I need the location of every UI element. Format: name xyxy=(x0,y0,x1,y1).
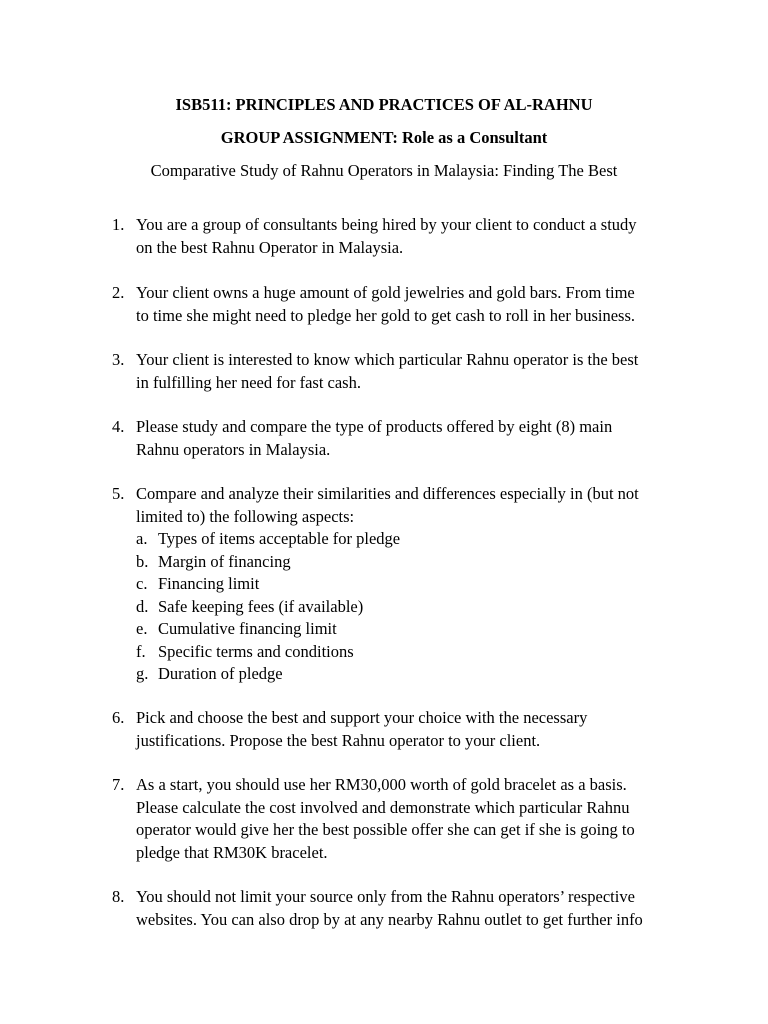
sublist-text: Financing limit xyxy=(158,574,260,593)
assignment-title-bold: GROUP ASSIGNMENT: xyxy=(220,128,398,147)
item-line: limited to) the following aspects: xyxy=(136,506,355,526)
sublist-text: Margin of financing xyxy=(158,551,291,571)
item-line: on the best Rahnu Operator in Malaysia. xyxy=(136,237,404,257)
sublist-letter: g. xyxy=(136,664,149,683)
item-line: You are a group of consultants being hired by your client to conduct a study xyxy=(136,215,637,234)
sublist-item xyxy=(136,551,712,574)
list-item-1 xyxy=(112,214,712,259)
sublist-letter: f. xyxy=(136,641,146,661)
list-item-8 xyxy=(112,886,712,931)
item-text xyxy=(136,886,712,931)
study-title: Comparative Study of Rahnu Operators in Malaysia: Finding The Best xyxy=(150,161,618,180)
item-text xyxy=(136,483,712,686)
item-line: operator would give her the best possible offer she can get if she is going to xyxy=(136,820,635,839)
item-line: Your client owns a huge amount of gold jewelries and gold bars. From time xyxy=(136,283,635,302)
assignment-title-rest: Role as a Consultant xyxy=(397,128,548,147)
list-item-3 xyxy=(112,349,712,394)
item-number: 2. xyxy=(112,283,125,302)
item-text xyxy=(136,214,712,259)
list-item-2 xyxy=(112,282,712,327)
sublist-text: Cumulative financing limit xyxy=(158,619,337,638)
sublist-item xyxy=(136,663,712,686)
item-number: 5. xyxy=(112,484,125,503)
sublist-text: Duration of pledge xyxy=(158,664,283,683)
sublist-text: Safe keeping fees (if available) xyxy=(158,596,364,616)
list-item-7 xyxy=(112,774,712,864)
item-line: Pick and choose the best and support your choice with the necessary xyxy=(136,708,588,727)
item-number: 8. xyxy=(112,887,125,906)
item-line: Please calculate the cost involved and demonstrate which particular Rahnu xyxy=(136,797,630,817)
item-line: in fulfilling her need for fast cash. xyxy=(136,372,361,392)
item-line: As a start, you should use her RM30,000 worth of gold bracelet as a basis. xyxy=(136,775,627,794)
sublist-letter: b. xyxy=(136,551,149,571)
item-line: Compare and analyze their similarities and differences especially in (but not xyxy=(136,484,639,503)
sublist-item xyxy=(136,528,712,551)
sublist-item xyxy=(136,641,712,664)
list-item-6 xyxy=(112,707,712,752)
course-title: ISB511: PRINCIPLES AND PRACTICES OF AL-RAHNU xyxy=(175,95,593,114)
sublist-letter: d. xyxy=(136,596,149,616)
item-text xyxy=(136,282,712,327)
item-line: Your client is interested to know which particular Rahnu operator is the best xyxy=(136,350,639,369)
item-number: 3. xyxy=(112,350,125,369)
item-line: You should not limit your source only from the Rahnu operators’ respective xyxy=(136,887,635,906)
item-line: websites. You can also drop by at any nearby Rahnu outlet to get further info xyxy=(136,909,643,929)
item-number: 1. xyxy=(112,215,125,234)
item-text xyxy=(136,349,712,394)
item-text xyxy=(136,416,712,461)
list-item-4 xyxy=(112,416,712,461)
sublist-item xyxy=(136,618,712,641)
item-text xyxy=(136,774,712,864)
sublist-letter: c. xyxy=(136,574,148,593)
assignment-title xyxy=(0,128,768,148)
item-number: 6. xyxy=(112,708,125,727)
item-line: Please study and compare the type of products offered by eight (8) main xyxy=(136,417,613,436)
aspect-sublist xyxy=(136,528,712,686)
sublist-text: Specific terms and conditions xyxy=(158,641,354,661)
item-line: to time she might need to pledge her gold to get cash to roll in her business. xyxy=(136,305,636,325)
list-item-5 xyxy=(112,483,712,686)
item-number: 4. xyxy=(112,417,125,436)
item-text xyxy=(136,707,712,752)
item-line: justifications. Propose the best Rahnu operator to your client. xyxy=(136,730,541,750)
sublist-text: Types of items acceptable for pledge xyxy=(158,529,401,548)
sublist-item xyxy=(136,573,712,596)
sublist-letter: a. xyxy=(136,529,148,548)
item-line: Rahnu operators in Malaysia. xyxy=(136,439,331,459)
sublist-item xyxy=(136,596,712,619)
item-number: 7. xyxy=(112,775,125,794)
item-line: pledge that RM30K bracelet. xyxy=(136,842,328,862)
sublist-letter: e. xyxy=(136,619,148,638)
